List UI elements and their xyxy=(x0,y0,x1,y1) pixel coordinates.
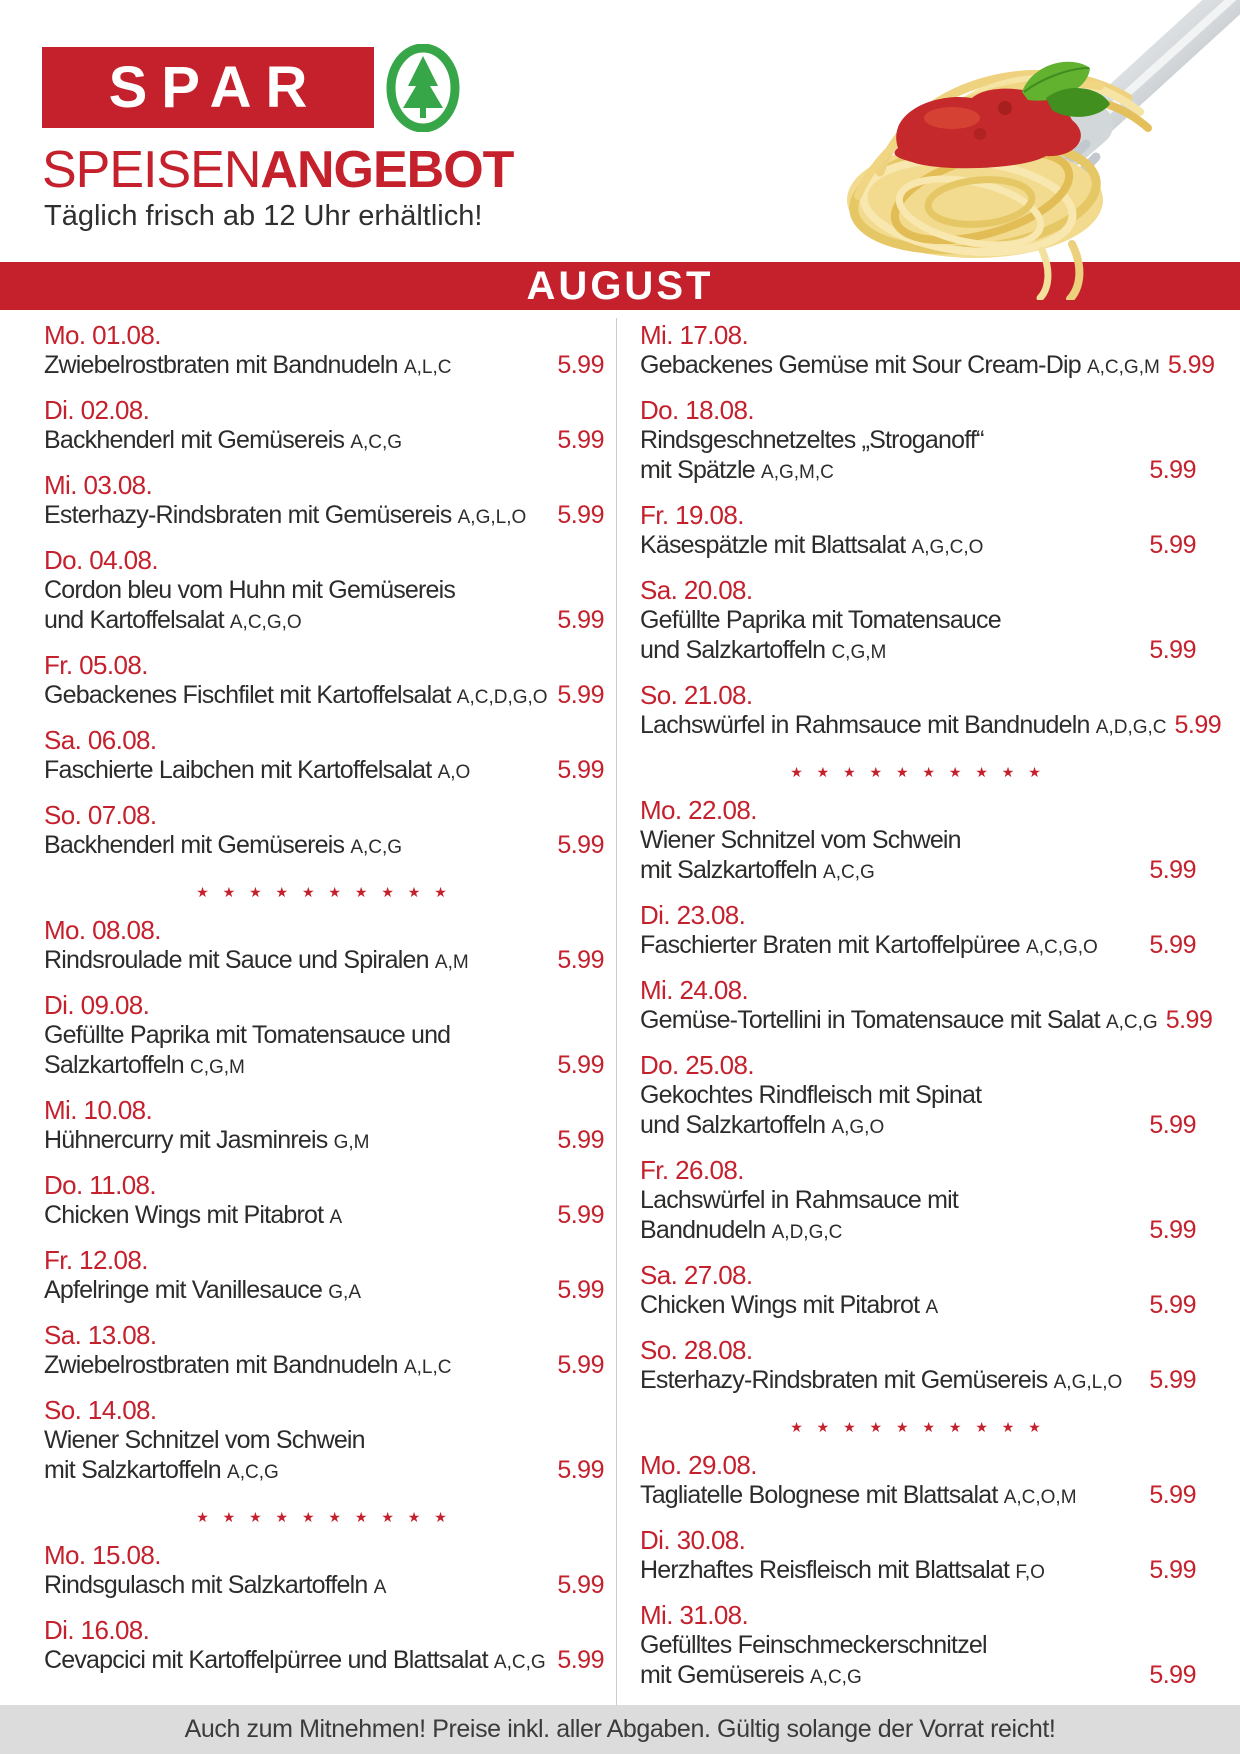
allergen-codes: A,C,G,O xyxy=(1026,937,1098,958)
allergen-codes: A,D,G,C xyxy=(771,1222,843,1243)
allergen-codes: A,O xyxy=(437,762,471,783)
entry-date: Di. 23.08. xyxy=(640,900,746,930)
allergen-codes: A,M xyxy=(434,952,469,973)
dish-name: Gefülltes Feinschmeckerschnitzel xyxy=(640,1631,987,1659)
dish-name: Herzhaftes Reisfleisch mit Blattsalat F,O xyxy=(640,1556,1045,1584)
price: 5.99 xyxy=(1149,931,1196,959)
entry-date: Sa. 13.08. xyxy=(44,1320,157,1350)
menu-content xyxy=(0,310,1240,1705)
entry-line xyxy=(640,1185,1196,1215)
dish-name: und Salzkartoffeln A,G,O xyxy=(640,1111,885,1139)
entry-date: So. 21.08. xyxy=(640,680,753,710)
allergen-codes: A,C,G xyxy=(810,1667,862,1688)
entry-line xyxy=(44,1200,604,1233)
entry-date: Sa. 27.08. xyxy=(640,1260,753,1290)
dish-name: Hühnercurry mit Jasminreis G,M xyxy=(44,1126,370,1154)
allergen-codes: A,C,G,M xyxy=(1086,357,1160,378)
price: 5.99 xyxy=(557,1571,604,1599)
entry-date: Di. 30.08. xyxy=(640,1525,746,1555)
entry-line xyxy=(44,1645,604,1678)
entry-line xyxy=(640,425,1196,455)
entry-line xyxy=(640,635,1196,668)
entry-line xyxy=(44,605,604,638)
title-regular: SPEISEN xyxy=(42,141,261,199)
dish-name: Gemüse-Tortellini in Tomatensauce mit Salat A,C,G xyxy=(640,1006,1158,1034)
entry-date: Mo. 22.08. xyxy=(640,795,757,825)
footer-bar xyxy=(0,1705,1240,1754)
entry-date: Do. 11.08. xyxy=(44,1170,157,1200)
entry-line xyxy=(44,425,604,458)
month-banner-label: AUGUST xyxy=(526,264,714,308)
entry-line xyxy=(640,855,1196,888)
price: 5.99 xyxy=(1149,856,1196,884)
price: 5.99 xyxy=(1149,1216,1196,1244)
dish-name: Gebackenes Gemüse mit Sour Cream-Dip A,C,G,M xyxy=(640,351,1160,379)
allergen-codes: A,L,C xyxy=(403,1357,452,1378)
entry-line xyxy=(44,1425,604,1455)
price: 5.99 xyxy=(1165,1006,1213,1034)
menu-entry xyxy=(640,900,1196,963)
allergen-codes: A,C,D,G,O xyxy=(456,687,548,708)
stars-separator: ★ ★ ★ ★ ★ ★ ★ ★ ★ ★ xyxy=(790,1419,1046,1435)
entry-date: Fr. 19.08. xyxy=(640,500,744,530)
entry-line xyxy=(640,930,1196,963)
entry-line xyxy=(44,1020,604,1050)
dish-name: Tagliatelle Bolognese mit Blattsalat A,C,O,M xyxy=(640,1481,1077,1509)
menu-entry xyxy=(640,320,1215,383)
entry-line xyxy=(640,1555,1196,1588)
dish-name: Apfelringe mit Vanillesauce G,A xyxy=(44,1276,361,1304)
entry-line xyxy=(44,1570,604,1603)
entry-date: Mo. 01.08. xyxy=(44,320,161,350)
dish-name: Cevapcici mit Kartoffelpürree und Blattsalat A,C,G xyxy=(44,1646,546,1674)
dish-name: Zwiebelrostbraten mit Bandnudeln A,L,C xyxy=(44,1351,452,1379)
menu-entry xyxy=(44,1170,604,1233)
price: 5.99 xyxy=(1167,351,1215,379)
entry-date: So. 07.08. xyxy=(44,800,157,830)
allergen-codes: F,O xyxy=(1015,1562,1045,1583)
entry-date: Mi. 24.08. xyxy=(640,975,749,1005)
menu-entry xyxy=(44,915,604,978)
price: 5.99 xyxy=(557,756,604,784)
dish-name: Esterhazy-Rindsbraten mit Gemüsereis A,G,L,O xyxy=(44,501,527,529)
price: 5.99 xyxy=(557,681,604,709)
dish-name: Esterhazy-Rindsbraten mit Gemüsereis A,G,L,O xyxy=(640,1366,1123,1394)
entry-date: Sa. 20.08. xyxy=(640,575,753,605)
entry-line xyxy=(640,455,1196,488)
allergen-codes: C,G,M xyxy=(831,642,887,663)
menu-entry xyxy=(640,1525,1196,1588)
dish-name: Gefüllte Paprika mit Tomatensauce xyxy=(640,606,1001,634)
allergen-codes: A,C,O,M xyxy=(1003,1487,1077,1508)
entry-line xyxy=(640,1005,1213,1038)
allergen-codes: A,G,L,O xyxy=(457,507,527,528)
dish-name: Gefüllte Paprika mit Tomatensauce und xyxy=(44,1021,451,1049)
price: 5.99 xyxy=(1149,1556,1196,1584)
menu-column-left xyxy=(44,310,604,1705)
allergen-codes: A,G,C,O xyxy=(911,537,984,558)
menu-entry xyxy=(640,1260,1196,1323)
tagline: Täglich frisch ab 12 Uhr erhältlich! xyxy=(44,200,483,232)
menu-entry xyxy=(44,470,604,533)
dish-name: Backhenderl mit Gemüsereis A,C,G xyxy=(44,426,403,454)
allergen-codes: G,M xyxy=(333,1132,370,1153)
menu-entry xyxy=(640,1335,1196,1398)
entry-line xyxy=(640,710,1222,743)
entry-line xyxy=(44,1350,604,1383)
price: 5.99 xyxy=(557,1456,604,1484)
menu-entry xyxy=(640,575,1196,668)
stars-separator: ★ ★ ★ ★ ★ ★ ★ ★ ★ ★ xyxy=(790,764,1046,780)
dish-name: mit Gemüsereis A,C,G xyxy=(640,1661,862,1689)
entry-date: Di. 02.08. xyxy=(44,395,150,425)
price: 5.99 xyxy=(1174,711,1222,739)
allergen-codes: A,C,G xyxy=(493,1652,546,1673)
month-banner xyxy=(0,262,1240,310)
price: 5.99 xyxy=(1149,531,1196,559)
entry-line xyxy=(640,350,1215,383)
dish-name: Wiener Schnitzel vom Schwein xyxy=(640,826,961,854)
entry-line xyxy=(640,1480,1196,1513)
menu-entry xyxy=(640,680,1222,743)
menu-entry xyxy=(640,500,1196,563)
entry-line xyxy=(44,945,604,978)
entry-line xyxy=(640,530,1196,563)
menu-entry xyxy=(44,395,604,458)
footer-note: Auch zum Mitnehmen! Preise inkl. aller Abgaben. Gültig solange der Vorrat reicht! xyxy=(184,1715,1056,1743)
price: 5.99 xyxy=(557,1646,604,1674)
menu-entry xyxy=(640,1450,1196,1513)
dish-name: Rindsgeschnetzeltes „Stroganoff“ xyxy=(640,426,984,454)
entry-line xyxy=(44,755,604,788)
menu-entry xyxy=(44,800,604,863)
price: 5.99 xyxy=(557,1126,604,1154)
price: 5.99 xyxy=(1149,1366,1196,1394)
dish-name: Gebackenes Fischfilet mit Kartoffelsalat A,C,D,G,O xyxy=(44,681,548,709)
dish-name: Chicken Wings mit Pitabrot A xyxy=(44,1201,343,1229)
entry-date: Fr. 12.08. xyxy=(44,1245,148,1275)
menu-entry xyxy=(640,795,1196,888)
menu-entry xyxy=(640,1050,1196,1143)
dish-name: Käsespätzle mit Blattsalat A,G,C,O xyxy=(640,531,984,559)
spar-logo-text: SPAR xyxy=(108,54,322,120)
entry-line xyxy=(640,825,1196,855)
entry-line xyxy=(44,1275,604,1308)
dish-name: Faschierte Laibchen mit Kartoffelsalat A,O xyxy=(44,756,471,784)
entry-date: Fr. 26.08. xyxy=(640,1155,744,1185)
price: 5.99 xyxy=(557,1276,604,1304)
entry-line xyxy=(640,1290,1196,1323)
entry-date: Do. 04.08. xyxy=(44,545,158,575)
dish-name: Lachswürfel in Rahmsauce mit Bandnudeln A,D,G,C xyxy=(640,711,1167,739)
dish-name: Rindsgulasch mit Salzkartoffeln A xyxy=(44,1571,387,1599)
dish-name: Chicken Wings mit Pitabrot A xyxy=(640,1291,939,1319)
page-title xyxy=(42,142,513,199)
menu-entry xyxy=(44,1540,604,1603)
allergen-codes: A,G,L,O xyxy=(1053,1372,1123,1393)
price: 5.99 xyxy=(557,351,604,379)
menu-entry xyxy=(640,395,1196,488)
entry-date: Do. 18.08. xyxy=(640,395,754,425)
menu-column-right xyxy=(640,310,1222,1705)
price: 5.99 xyxy=(557,426,604,454)
allergen-codes: A,C,G xyxy=(350,432,403,453)
spaghetti-fork-image xyxy=(740,0,1240,305)
entry-line xyxy=(44,680,604,713)
allergen-codes: C,G,M xyxy=(189,1057,245,1078)
price: 5.99 xyxy=(1149,1481,1196,1509)
entry-line xyxy=(44,1455,604,1488)
allergen-codes: A xyxy=(329,1207,343,1228)
entry-line xyxy=(640,1630,1196,1660)
entry-date: Mi. 31.08. xyxy=(640,1600,749,1630)
price: 5.99 xyxy=(1149,1661,1196,1689)
menu-entry xyxy=(44,1245,604,1308)
dish-name: Cordon bleu vom Huhn mit Gemüsereis xyxy=(44,576,456,604)
allergen-codes: A,L,C xyxy=(403,357,452,378)
menu-entry xyxy=(640,1155,1196,1248)
dish-name: mit Spätzle A,G,M,C xyxy=(640,456,834,484)
entry-date: Mi. 17.08. xyxy=(640,320,749,350)
menu-entry xyxy=(44,1615,604,1678)
dish-name: Faschierter Braten mit Kartoffelpüree A,C,G,O xyxy=(640,931,1098,959)
entry-line xyxy=(640,1365,1196,1398)
price: 5.99 xyxy=(1149,456,1196,484)
menu-entry xyxy=(44,1320,604,1383)
allergen-codes: A,C,G xyxy=(227,1462,279,1483)
dish-name: Wiener Schnitzel vom Schwein xyxy=(44,1426,365,1454)
price: 5.99 xyxy=(1149,1111,1196,1139)
price: 5.99 xyxy=(557,831,604,859)
dish-name: Backhenderl mit Gemüsereis A,C,G xyxy=(44,831,403,859)
dish-name: mit Salzkartoffeln A,C,G xyxy=(44,1456,279,1484)
title-bold: ANGEBOT xyxy=(260,141,514,199)
spar-tree-logo-icon xyxy=(386,44,460,137)
entry-line xyxy=(640,1080,1196,1110)
price: 5.99 xyxy=(557,1201,604,1229)
entry-date: Mo. 15.08. xyxy=(44,1540,161,1570)
entry-date: Di. 16.08. xyxy=(44,1615,150,1645)
allergen-codes: A,C,G xyxy=(1105,1012,1158,1033)
allergen-codes: A,C,G xyxy=(350,837,403,858)
stars-separator: ★ ★ ★ ★ ★ ★ ★ ★ ★ ★ xyxy=(196,884,452,900)
allergen-codes: A xyxy=(925,1297,939,1318)
price: 5.99 xyxy=(1149,636,1196,664)
entry-date: So. 14.08. xyxy=(44,1395,157,1425)
price: 5.99 xyxy=(557,946,604,974)
entry-date: Mi. 03.08. xyxy=(44,470,153,500)
price: 5.99 xyxy=(1149,1291,1196,1319)
allergen-codes: G,A xyxy=(328,1282,361,1303)
entry-date: So. 28.08. xyxy=(640,1335,753,1365)
entry-line xyxy=(44,500,604,533)
menu-entry xyxy=(44,1095,604,1158)
dish-name: und Salzkartoffeln C,G,M xyxy=(640,636,887,664)
allergen-codes: A,C,G xyxy=(823,862,875,883)
price: 5.99 xyxy=(557,1351,604,1379)
allergen-codes: A,C,G,O xyxy=(229,612,302,633)
dish-name: mit Salzkartoffeln A,C,G xyxy=(640,856,875,884)
entry-line xyxy=(640,605,1196,635)
menu-entry xyxy=(44,725,604,788)
dish-name: Lachswürfel in Rahmsauce mit xyxy=(640,1186,959,1214)
entry-line xyxy=(640,1660,1196,1693)
entry-date: Di. 09.08. xyxy=(44,990,150,1020)
stars-separator: ★ ★ ★ ★ ★ ★ ★ ★ ★ ★ xyxy=(196,1509,452,1525)
dish-name: Zwiebelrostbraten mit Bandnudeln A,L,C xyxy=(44,351,452,379)
entry-date: Mo. 29.08. xyxy=(640,1450,757,1480)
dish-name: und Kartoffelsalat A,C,G,O xyxy=(44,606,302,634)
entry-date: Fr. 05.08. xyxy=(44,650,148,680)
dish-name: Bandnudeln A,D,G,C xyxy=(640,1216,843,1244)
price: 5.99 xyxy=(557,501,604,529)
entry-line xyxy=(44,350,604,383)
entry-date: Mi. 10.08. xyxy=(44,1095,153,1125)
entry-line xyxy=(44,830,604,863)
entry-line xyxy=(44,1125,604,1158)
dish-name: Gekochtes Rindfleisch mit Spinat xyxy=(640,1081,982,1109)
allergen-codes: A xyxy=(373,1577,387,1598)
dish-name: Rindsroulade mit Sauce und Spiralen A,M xyxy=(44,946,469,974)
entry-line xyxy=(44,575,604,605)
allergen-codes: A,G,M,C xyxy=(761,462,834,483)
menu-entry xyxy=(640,975,1213,1038)
menu-entry xyxy=(640,1600,1196,1693)
entry-date: Mo. 08.08. xyxy=(44,915,161,945)
price: 5.99 xyxy=(557,606,604,634)
entry-line xyxy=(44,1050,604,1083)
allergen-codes: A,D,G,C xyxy=(1095,717,1167,738)
dish-name: Salzkartoffeln C,G,M xyxy=(44,1051,245,1079)
menu-entry xyxy=(44,650,604,713)
allergen-codes: A,G,O xyxy=(831,1117,885,1138)
entry-line xyxy=(640,1215,1196,1248)
spar-logo xyxy=(42,47,374,128)
menu-entry xyxy=(44,545,604,638)
entry-date: Sa. 06.08. xyxy=(44,725,157,755)
price: 5.99 xyxy=(557,1051,604,1079)
menu-entry xyxy=(44,990,604,1083)
entry-date: Do. 25.08. xyxy=(640,1050,754,1080)
menu-entry xyxy=(44,1395,604,1488)
menu-entry xyxy=(44,320,604,383)
entry-line xyxy=(640,1110,1196,1143)
